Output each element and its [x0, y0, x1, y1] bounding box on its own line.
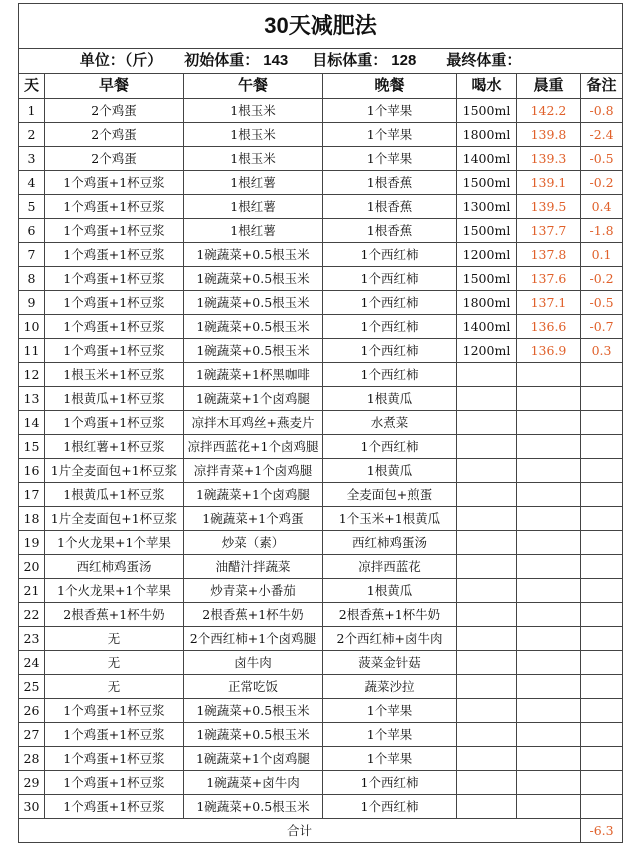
table-row [19, 555, 623, 579]
cell-water: 1200ml [457, 243, 517, 267]
cell-day: 24 [19, 651, 45, 675]
cell-lunch: 1碗蔬菜+0.5根玉米 [184, 243, 323, 267]
table-row [19, 579, 623, 603]
table-row [19, 795, 623, 819]
diet-table [18, 3, 623, 843]
cell-day: 13 [19, 387, 45, 411]
cell-note: -0.8 [581, 99, 623, 123]
table-row [19, 771, 623, 795]
cell-day: 21 [19, 579, 45, 603]
cell-breakfast: 1片全麦面包+1杯豆浆 [45, 507, 184, 531]
cell-dinner: 西红柿鸡蛋汤 [323, 531, 457, 555]
cell-note: -0.7 [581, 315, 623, 339]
cell-breakfast: 无 [45, 651, 184, 675]
cell-dinner: 1个西红柿 [323, 315, 457, 339]
cell-lunch: 凉拌木耳鸡丝+燕麦片 [184, 411, 323, 435]
cell-breakfast: 1个鸡蛋+1杯豆浆 [45, 699, 184, 723]
cell-breakfast: 2个鸡蛋 [45, 99, 184, 123]
cell-morning-weight [517, 483, 581, 507]
cell-water: 1800ml [457, 123, 517, 147]
cell-day: 10 [19, 315, 45, 339]
cell-breakfast: 2个鸡蛋 [45, 147, 184, 171]
cell-lunch: 1碗蔬菜+0.5根玉米 [184, 315, 323, 339]
cell-note [581, 387, 623, 411]
table-row [19, 747, 623, 771]
cell-morning-weight [517, 603, 581, 627]
cell-note [581, 603, 623, 627]
cell-breakfast: 1个鸡蛋+1杯豆浆 [45, 219, 184, 243]
cell-water: 1500ml [457, 171, 517, 195]
table-row [19, 459, 623, 483]
cell-water [457, 555, 517, 579]
cell-day: 7 [19, 243, 45, 267]
cell-lunch: 1碗蔬菜+0.5根玉米 [184, 795, 323, 819]
cell-dinner: 1个苹果 [323, 147, 457, 171]
cell-note [581, 627, 623, 651]
cell-morning-weight: 136.6 [517, 315, 581, 339]
cell-day: 16 [19, 459, 45, 483]
cell-morning-weight: 142.2 [517, 99, 581, 123]
cell-breakfast: 1个鸡蛋+1杯豆浆 [45, 291, 184, 315]
table-row [19, 363, 623, 387]
cell-breakfast: 无 [45, 627, 184, 651]
table-row [19, 723, 623, 747]
cell-breakfast: 1根黄瓜+1杯豆浆 [45, 483, 184, 507]
cell-lunch: 1根红薯 [184, 219, 323, 243]
cell-morning-weight [517, 651, 581, 675]
cell-lunch: 1碗蔬菜+1个鸡蛋 [184, 507, 323, 531]
cell-lunch: 正常吃饭 [184, 675, 323, 699]
cell-dinner: 1个西红柿 [323, 291, 457, 315]
cell-day: 19 [19, 531, 45, 555]
cell-water [457, 483, 517, 507]
cell-note [581, 459, 623, 483]
unit-label: 单位：（斤） [79, 52, 163, 69]
cell-day: 2 [19, 123, 45, 147]
table-row [19, 339, 623, 363]
diet-plan-sheet [18, 3, 623, 843]
cell-note [581, 483, 623, 507]
cell-dinner: 水煮菜 [323, 411, 457, 435]
cell-water [457, 435, 517, 459]
table-row [19, 195, 623, 219]
total-value: -6.3 [581, 819, 623, 843]
cell-water: 1500ml [457, 99, 517, 123]
cell-breakfast: 1个鸡蛋+1杯豆浆 [45, 171, 184, 195]
cell-water [457, 795, 517, 819]
cell-water: 1400ml [457, 147, 517, 171]
table-row [19, 267, 623, 291]
cell-day: 20 [19, 555, 45, 579]
cell-dinner: 1根香蕉 [323, 195, 457, 219]
header-dinner: 晚餐 [323, 74, 457, 99]
cell-dinner: 1个西红柿 [323, 771, 457, 795]
cell-morning-weight: 139.3 [517, 147, 581, 171]
cell-breakfast: 1根黄瓜+1杯豆浆 [45, 387, 184, 411]
cell-breakfast: 无 [45, 675, 184, 699]
cell-note [581, 363, 623, 387]
cell-lunch: 1碗蔬菜+1个卤鸡腿 [184, 747, 323, 771]
cell-water: 1200ml [457, 339, 517, 363]
cell-day: 17 [19, 483, 45, 507]
table-row [19, 603, 623, 627]
cell-lunch: 炒青菜+小番茄 [184, 579, 323, 603]
cell-lunch: 1碗蔬菜+1个卤鸡腿 [184, 387, 323, 411]
cell-lunch: 1根红薯 [184, 171, 323, 195]
cell-dinner: 1个苹果 [323, 699, 457, 723]
table-row [19, 483, 623, 507]
cell-lunch: 1碗蔬菜+1个卤鸡腿 [184, 483, 323, 507]
cell-dinner: 1个西红柿 [323, 435, 457, 459]
table-row [19, 291, 623, 315]
cell-day: 18 [19, 507, 45, 531]
cell-water [457, 723, 517, 747]
cell-lunch: 炒菜（素） [184, 531, 323, 555]
target-weight-value: 128 [391, 52, 417, 69]
cell-note [581, 555, 623, 579]
table-row [19, 627, 623, 651]
cell-water [457, 627, 517, 651]
cell-dinner: 1个苹果 [323, 723, 457, 747]
cell-water [457, 411, 517, 435]
cell-dinner: 1个玉米+1根黄瓜 [323, 507, 457, 531]
cell-day: 11 [19, 339, 45, 363]
cell-water [457, 579, 517, 603]
cell-day: 14 [19, 411, 45, 435]
sheet-title: 30天减肥法 [19, 4, 623, 49]
cell-day: 15 [19, 435, 45, 459]
cell-dinner: 1个苹果 [323, 747, 457, 771]
cell-day: 3 [19, 147, 45, 171]
cell-dinner: 1个苹果 [323, 99, 457, 123]
cell-water: 1800ml [457, 291, 517, 315]
cell-breakfast: 1个鸡蛋+1杯豆浆 [45, 195, 184, 219]
cell-morning-weight: 137.1 [517, 291, 581, 315]
cell-morning-weight: 139.5 [517, 195, 581, 219]
cell-morning-weight: 137.6 [517, 267, 581, 291]
cell-dinner: 蔬菜沙拉 [323, 675, 457, 699]
cell-day: 4 [19, 171, 45, 195]
total-label: 合计 [19, 819, 581, 843]
cell-lunch: 卤牛肉 [184, 651, 323, 675]
cell-morning-weight [517, 411, 581, 435]
cell-dinner: 2根香蕉+1杯牛奶 [323, 603, 457, 627]
cell-day: 22 [19, 603, 45, 627]
cell-day: 28 [19, 747, 45, 771]
cell-lunch: 2根香蕉+1杯牛奶 [184, 603, 323, 627]
cell-note: -0.5 [581, 147, 623, 171]
cell-morning-weight [517, 435, 581, 459]
cell-note [581, 579, 623, 603]
table-row [19, 315, 623, 339]
cell-day: 12 [19, 363, 45, 387]
cell-lunch: 2个西红柿+1个卤鸡腿 [184, 627, 323, 651]
cell-breakfast: 1个鸡蛋+1杯豆浆 [45, 795, 184, 819]
cell-water: 1300ml [457, 195, 517, 219]
cell-note: 0.4 [581, 195, 623, 219]
cell-day: 25 [19, 675, 45, 699]
weight-info-bar [19, 49, 623, 74]
table-row [19, 171, 623, 195]
cell-morning-weight [517, 531, 581, 555]
final-weight-label: 最终体重： [446, 52, 522, 69]
cell-breakfast: 1个鸡蛋+1杯豆浆 [45, 723, 184, 747]
cell-breakfast: 1根玉米+1杯豆浆 [45, 363, 184, 387]
cell-morning-weight [517, 795, 581, 819]
cell-morning-weight [517, 555, 581, 579]
cell-day: 9 [19, 291, 45, 315]
table-row [19, 123, 623, 147]
initial-weight-label: 初始体重： [184, 52, 260, 69]
cell-lunch: 1根玉米 [184, 147, 323, 171]
cell-lunch: 1碗蔬菜+0.5根玉米 [184, 267, 323, 291]
cell-dinner: 1个西红柿 [323, 795, 457, 819]
cell-dinner: 1根黄瓜 [323, 459, 457, 483]
table-row [19, 243, 623, 267]
table-row [19, 147, 623, 171]
cell-breakfast: 1个火龙果+1个苹果 [45, 531, 184, 555]
cell-note [581, 411, 623, 435]
cell-morning-weight [517, 579, 581, 603]
cell-note: -1.8 [581, 219, 623, 243]
initial-weight-value: 143 [263, 52, 289, 69]
cell-breakfast: 1个鸡蛋+1杯豆浆 [45, 243, 184, 267]
table-row [19, 219, 623, 243]
cell-lunch: 1碗蔬菜+卤牛肉 [184, 771, 323, 795]
header-breakfast: 早餐 [45, 74, 184, 99]
cell-morning-weight [517, 387, 581, 411]
cell-day: 26 [19, 699, 45, 723]
cell-note [581, 651, 623, 675]
cell-water: 1500ml [457, 219, 517, 243]
cell-lunch: 1根玉米 [184, 99, 323, 123]
cell-water [457, 771, 517, 795]
cell-water [457, 531, 517, 555]
cell-breakfast: 1片全麦面包+1杯豆浆 [45, 459, 184, 483]
header-row [19, 74, 623, 99]
table-row [19, 411, 623, 435]
cell-morning-weight [517, 771, 581, 795]
table-row [19, 507, 623, 531]
cell-note: -0.5 [581, 291, 623, 315]
cell-dinner: 1个西红柿 [323, 243, 457, 267]
cell-dinner: 全麦面包+煎蛋 [323, 483, 457, 507]
cell-breakfast: 1个鸡蛋+1杯豆浆 [45, 339, 184, 363]
table-row [19, 387, 623, 411]
cell-morning-weight [517, 627, 581, 651]
cell-water: 1500ml [457, 267, 517, 291]
cell-note [581, 435, 623, 459]
cell-water [457, 459, 517, 483]
cell-water: 1400ml [457, 315, 517, 339]
cell-dinner: 1根黄瓜 [323, 579, 457, 603]
cell-breakfast: 1个鸡蛋+1杯豆浆 [45, 267, 184, 291]
cell-dinner: 1个西红柿 [323, 267, 457, 291]
cell-dinner: 1个苹果 [323, 123, 457, 147]
cell-breakfast: 1个鸡蛋+1杯豆浆 [45, 747, 184, 771]
cell-lunch: 1碗蔬菜+1杯黑咖啡 [184, 363, 323, 387]
cell-breakfast: 1个鸡蛋+1杯豆浆 [45, 315, 184, 339]
cell-water [457, 747, 517, 771]
cell-day: 27 [19, 723, 45, 747]
cell-note [581, 747, 623, 771]
cell-note [581, 771, 623, 795]
table-row [19, 531, 623, 555]
cell-morning-weight: 137.7 [517, 219, 581, 243]
cell-breakfast: 1根红薯+1杯豆浆 [45, 435, 184, 459]
cell-lunch: 凉拌青菜+1个卤鸡腿 [184, 459, 323, 483]
cell-morning-weight [517, 507, 581, 531]
cell-breakfast: 1个鸡蛋+1杯豆浆 [45, 771, 184, 795]
cell-morning-weight [517, 363, 581, 387]
cell-day: 23 [19, 627, 45, 651]
header-lunch: 午餐 [184, 74, 323, 99]
cell-lunch: 1碗蔬菜+0.5根玉米 [184, 699, 323, 723]
cell-water [457, 675, 517, 699]
cell-dinner: 1根黄瓜 [323, 387, 457, 411]
cell-water [457, 363, 517, 387]
cell-breakfast: 2个鸡蛋 [45, 123, 184, 147]
cell-note [581, 723, 623, 747]
cell-morning-weight [517, 675, 581, 699]
cell-water [457, 699, 517, 723]
cell-day: 29 [19, 771, 45, 795]
cell-morning-weight: 137.8 [517, 243, 581, 267]
cell-dinner: 凉拌西蓝花 [323, 555, 457, 579]
cell-morning-weight [517, 723, 581, 747]
cell-lunch: 1碗蔬菜+0.5根玉米 [184, 723, 323, 747]
cell-lunch: 凉拌西蓝花+1个卤鸡腿 [184, 435, 323, 459]
header-day: 天 [19, 74, 45, 99]
cell-water [457, 507, 517, 531]
cell-dinner: 1个西红柿 [323, 363, 457, 387]
cell-breakfast: 1个鸡蛋+1杯豆浆 [45, 411, 184, 435]
cell-note [581, 507, 623, 531]
cell-dinner: 1根香蕉 [323, 171, 457, 195]
cell-lunch: 1碗蔬菜+0.5根玉米 [184, 291, 323, 315]
cell-lunch: 1根玉米 [184, 123, 323, 147]
cell-breakfast: 2根香蕉+1杯牛奶 [45, 603, 184, 627]
cell-water [457, 651, 517, 675]
cell-dinner: 菠菜金针菇 [323, 651, 457, 675]
cell-note: -0.2 [581, 171, 623, 195]
cell-lunch: 油醋汁拌蔬菜 [184, 555, 323, 579]
table-row [19, 435, 623, 459]
header-water: 喝水 [457, 74, 517, 99]
cell-dinner: 1个西红柿 [323, 339, 457, 363]
cell-morning-weight [517, 747, 581, 771]
cell-day: 30 [19, 795, 45, 819]
target-weight-label: 目标体重： [312, 52, 388, 69]
cell-morning-weight [517, 699, 581, 723]
header-morning-weight: 晨重 [517, 74, 581, 99]
table-row [19, 675, 623, 699]
cell-note [581, 795, 623, 819]
cell-note: 0.3 [581, 339, 623, 363]
cell-note: -0.2 [581, 267, 623, 291]
cell-day: 8 [19, 267, 45, 291]
cell-morning-weight: 139.8 [517, 123, 581, 147]
cell-note [581, 675, 623, 699]
cell-dinner: 2个西红柿+卤牛肉 [323, 627, 457, 651]
cell-water [457, 603, 517, 627]
cell-water [457, 387, 517, 411]
cell-day: 5 [19, 195, 45, 219]
cell-breakfast: 1个火龙果+1个苹果 [45, 579, 184, 603]
cell-note [581, 699, 623, 723]
cell-morning-weight: 136.9 [517, 339, 581, 363]
cell-breakfast: 西红柿鸡蛋汤 [45, 555, 184, 579]
cell-lunch: 1根红薯 [184, 195, 323, 219]
table-row [19, 699, 623, 723]
cell-dinner: 1根香蕉 [323, 219, 457, 243]
cell-morning-weight: 139.1 [517, 171, 581, 195]
table-row [19, 651, 623, 675]
table-row [19, 99, 623, 123]
cell-day: 1 [19, 99, 45, 123]
cell-note: 0.1 [581, 243, 623, 267]
cell-morning-weight [517, 459, 581, 483]
cell-lunch: 1碗蔬菜+0.5根玉米 [184, 339, 323, 363]
cell-note: -2.4 [581, 123, 623, 147]
cell-note [581, 531, 623, 555]
cell-day: 6 [19, 219, 45, 243]
header-notes: 备注 [581, 74, 623, 99]
total-row [19, 819, 623, 843]
